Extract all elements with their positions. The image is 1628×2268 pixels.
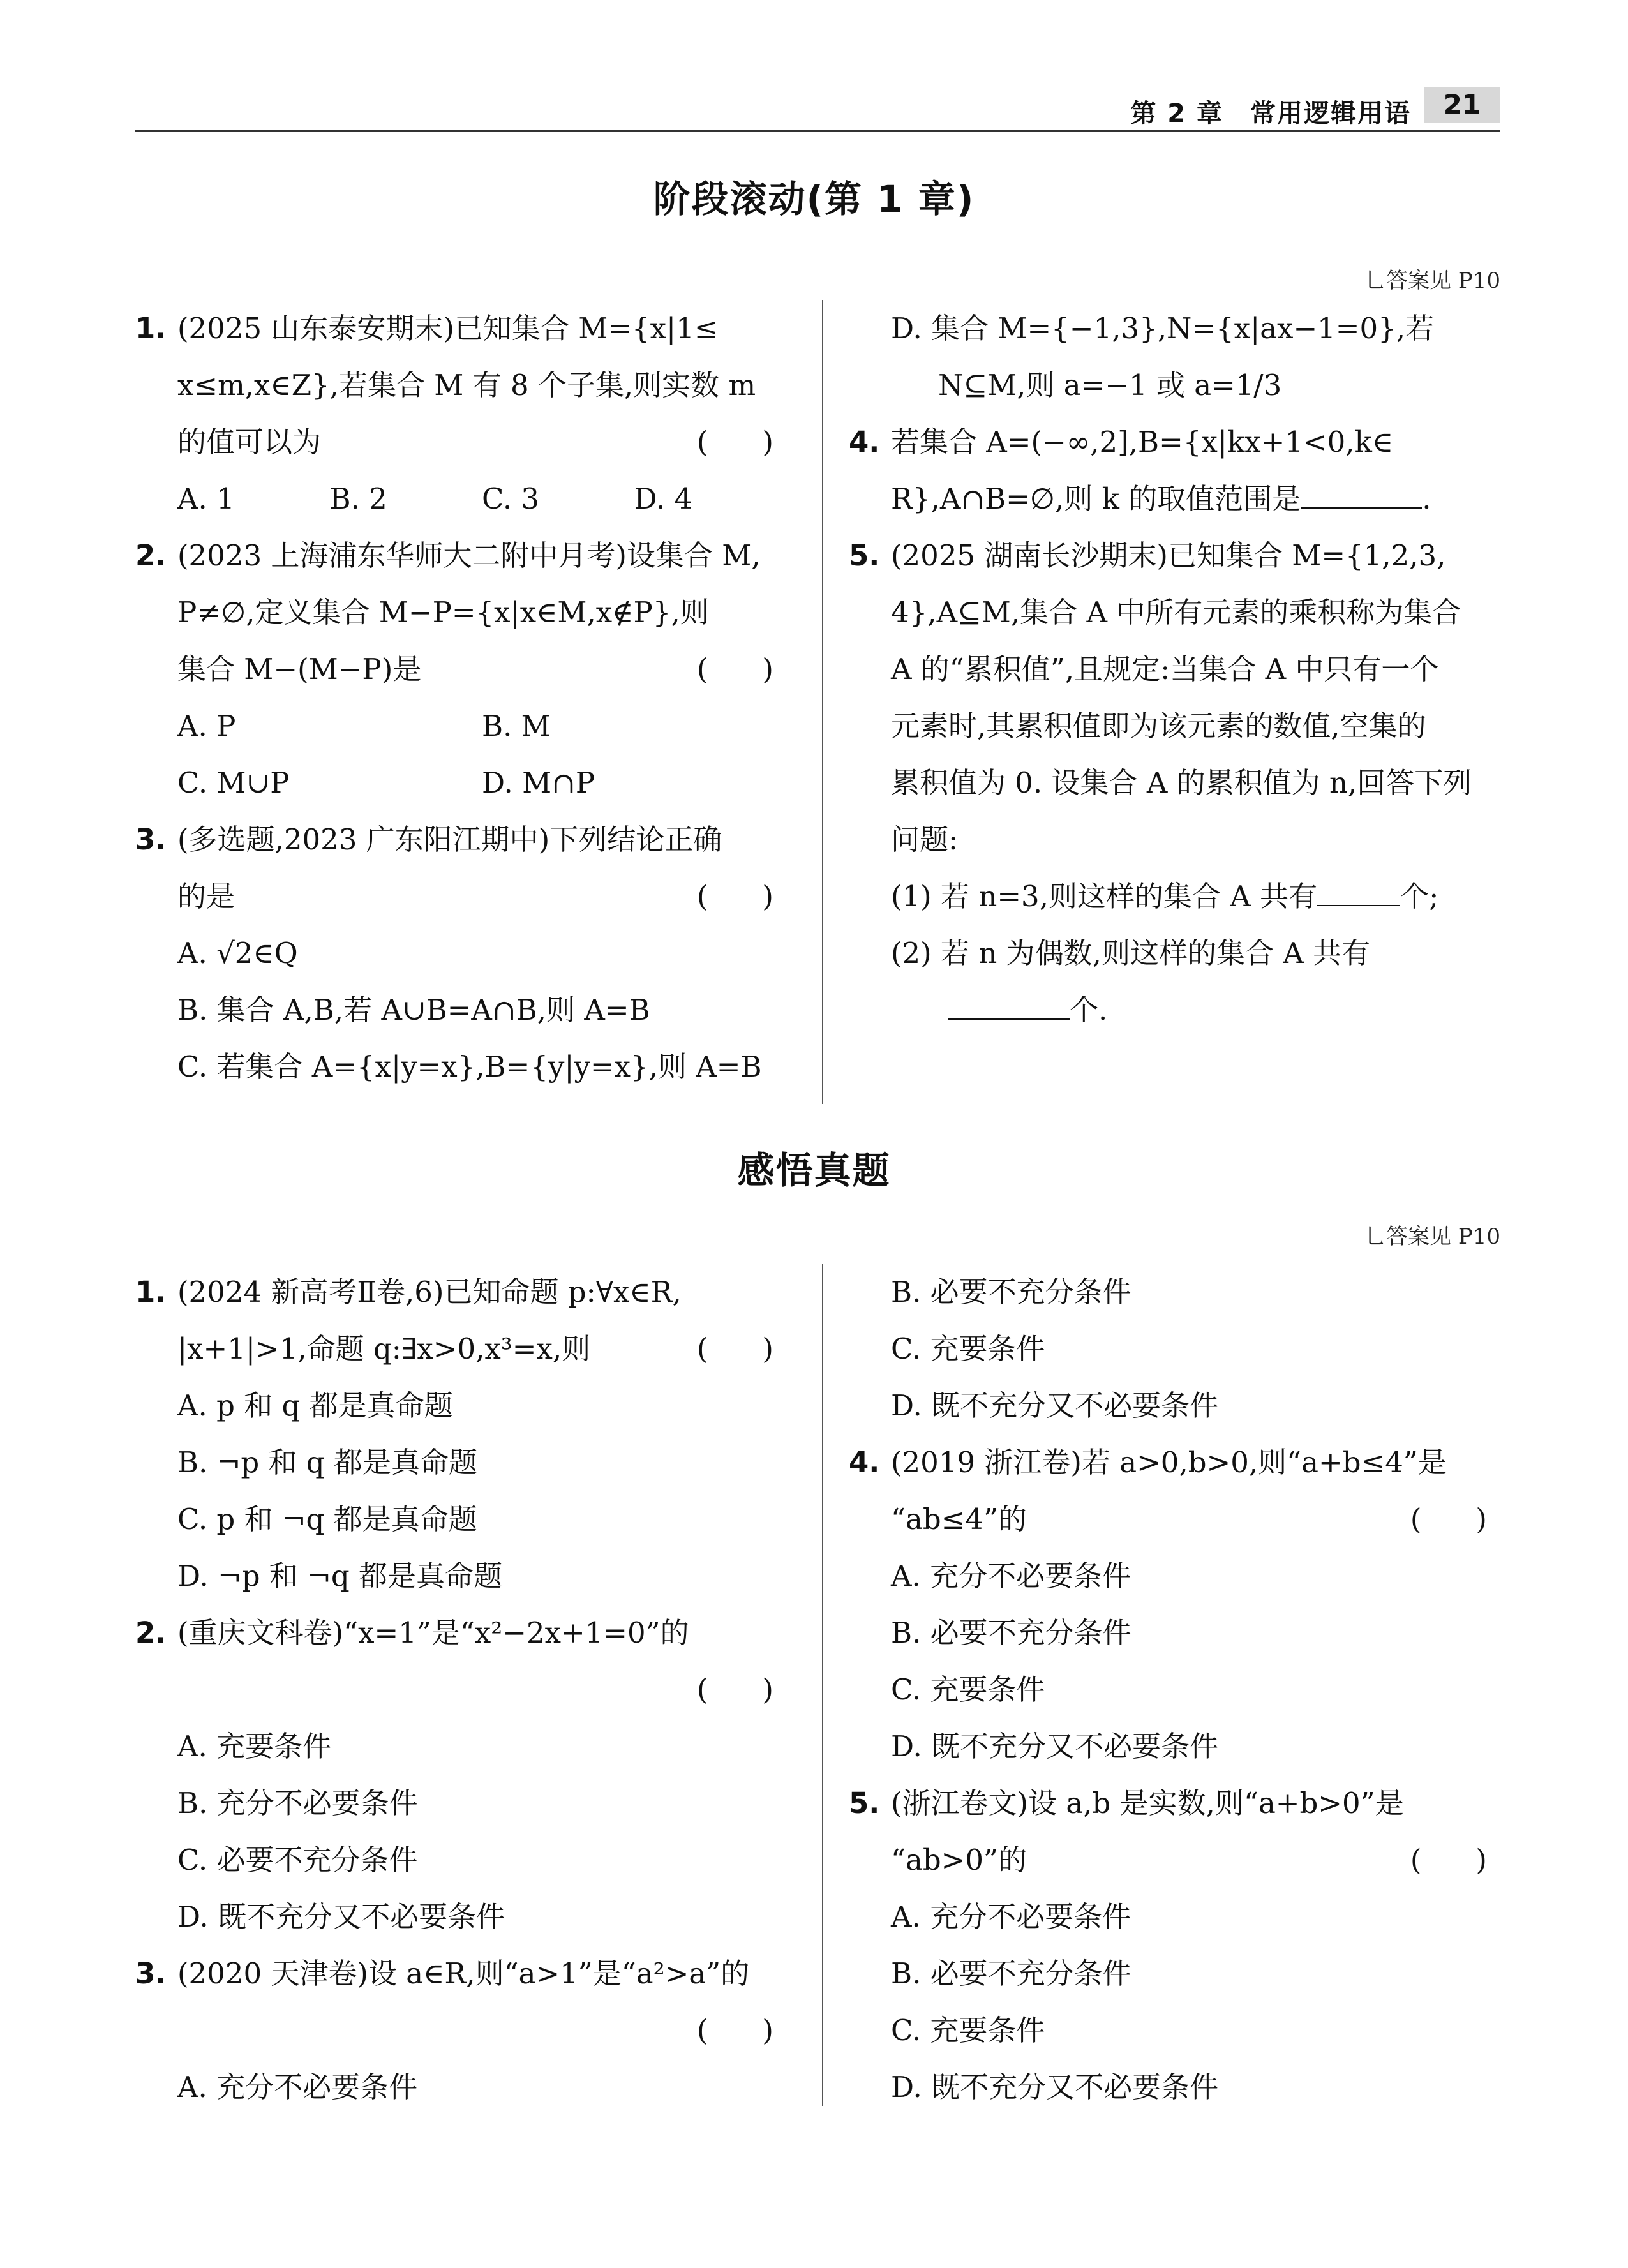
question-text: “ab≤4”的 bbox=[891, 1502, 1027, 1536]
option-a: A. P bbox=[177, 709, 236, 743]
answer-blank[interactable] bbox=[1301, 482, 1422, 509]
question-text: P≠∅,定义集合 M−P={x|x∈M,x∉P},则 bbox=[177, 595, 709, 629]
option-b: B. 必要不充分条件 bbox=[891, 1616, 1131, 1650]
section2-right-column bbox=[849, 1264, 1500, 2115]
option-a: A. 充分不必要条件 bbox=[177, 2070, 418, 2104]
page-number: 21 bbox=[1424, 87, 1500, 123]
question-text: 的值可以为 bbox=[177, 425, 322, 459]
question-text: (2024 新高考Ⅱ卷,6)已知命题 p:∀x∈R, bbox=[177, 1275, 682, 1309]
option-a: A. 充要条件 bbox=[177, 1729, 332, 1763]
answer-paren: ( ) bbox=[1410, 1502, 1500, 1536]
question-text: . bbox=[1422, 482, 1431, 516]
answer-paren: ( ) bbox=[696, 652, 786, 686]
question-number: 4. bbox=[849, 1445, 880, 1479]
option-a: A. 充分不必要条件 bbox=[891, 1559, 1131, 1593]
question-4 bbox=[849, 414, 1500, 527]
column-divider bbox=[822, 300, 823, 1104]
question-1 bbox=[135, 300, 786, 470]
option-a: A. √2∈Q bbox=[177, 936, 298, 970]
question-number: 5. bbox=[849, 1786, 880, 1820]
answer-reference: 乚答案见 P10 bbox=[1364, 268, 1500, 294]
subquestion-2: 个. bbox=[1070, 993, 1108, 1027]
question-number: 5. bbox=[849, 539, 880, 572]
question-text: R},A∩B=∅,则 k 的取值范围是 bbox=[891, 482, 1301, 516]
answer-blank[interactable] bbox=[948, 993, 1070, 1020]
options bbox=[135, 754, 786, 811]
question-number: 3. bbox=[135, 1957, 167, 1990]
answer-paren: ( ) bbox=[696, 425, 786, 459]
option-a: A. p 和 q 都是真命题 bbox=[177, 1389, 453, 1422]
option-b: B. 必要不充分条件 bbox=[891, 1957, 1131, 1990]
question-text: (浙江卷文)设 a,b 是实数,则“a+b>0”是 bbox=[891, 1786, 1404, 1820]
question-4 bbox=[849, 1434, 1500, 1548]
question-text: (多选题,2023 广东阳江期中)下列结论正确 bbox=[177, 823, 722, 856]
question-text: (重庆文科卷)“x=1”是“x²−2x+1=0”的 bbox=[177, 1616, 689, 1650]
question-text: (2025 湖南长沙期末)已知集合 M={1,2,3, bbox=[891, 539, 1446, 572]
section-title-real-exam: 感悟真题 bbox=[737, 1149, 891, 1192]
option-c: C. 充要条件 bbox=[891, 1673, 1045, 1706]
question-number: 3. bbox=[135, 823, 167, 856]
question-2 bbox=[135, 527, 786, 698]
question-text: (2023 上海浦东华师大二附中月考)设集合 M, bbox=[177, 539, 761, 572]
option-c: C. 3 bbox=[482, 482, 540, 516]
question-text: 4},A⊆M,集合 A 中所有元素的乘积称为集合 bbox=[891, 595, 1461, 629]
option-c: C. 必要不充分条件 bbox=[177, 1843, 418, 1877]
section-title-stage-review: 阶段滚动(第 1 章) bbox=[653, 177, 975, 221]
options bbox=[135, 470, 786, 527]
option-d: D. 既不充分又不必要条件 bbox=[891, 1389, 1219, 1422]
option-d: D. 既不充分又不必要条件 bbox=[177, 1900, 505, 1934]
column-divider bbox=[822, 1264, 823, 2106]
option-a: A. 1 bbox=[177, 482, 235, 516]
option-d-continued: N⊆M,则 a=−1 或 a=1/3 bbox=[938, 368, 1282, 402]
question-text: x≤m,x∈Z},若集合 M 有 8 个子集,则实数 m bbox=[177, 368, 756, 402]
question-5 bbox=[849, 1775, 1500, 1888]
subquestion-2: (2) 若 n 为偶数,则这样的集合 A 共有 bbox=[891, 936, 1371, 970]
section1-right-column bbox=[849, 300, 1500, 1038]
subquestion-1: 个; bbox=[1400, 879, 1439, 913]
question-number: 2. bbox=[135, 1616, 167, 1650]
question-number: 2. bbox=[135, 539, 167, 572]
option-b: B. 必要不充分条件 bbox=[891, 1275, 1131, 1309]
option-b: B. 2 bbox=[329, 482, 387, 516]
question-text: A 的“累积值”,且规定:当集合 A 中只有一个 bbox=[891, 652, 1439, 686]
option-d: D. M∩P bbox=[482, 766, 595, 800]
answer-paren: ( ) bbox=[1410, 1843, 1500, 1877]
page-header bbox=[135, 84, 1500, 132]
section1-left-column bbox=[135, 300, 786, 1095]
option-a: A. 充分不必要条件 bbox=[891, 1900, 1131, 1934]
option-d: D. 集合 M={−1,3},N={x|ax−1=0},若 bbox=[891, 311, 1435, 345]
question-1 bbox=[135, 1264, 786, 1377]
question-text: (2019 浙江卷)若 a>0,b>0,则“a+b≤4”是 bbox=[891, 1445, 1447, 1479]
question-text: 的是 bbox=[177, 879, 235, 913]
answer-paren: ( ) bbox=[696, 879, 786, 913]
option-d: D. 4 bbox=[634, 482, 693, 516]
option-c: C. 若集合 A={x|y=x},B={y|y=x},则 A=B bbox=[177, 1050, 762, 1084]
question-text: |x+1|>1,命题 q:∃x>0,x³=x,则 bbox=[177, 1332, 591, 1366]
option-d: D. 既不充分又不必要条件 bbox=[891, 2070, 1219, 2104]
question-text: 集合 M−(M−P)是 bbox=[177, 652, 422, 686]
question-text: 问题: bbox=[891, 823, 959, 856]
answer-paren: ( ) bbox=[696, 1332, 786, 1366]
question-3 bbox=[135, 1945, 786, 2059]
section2-left-column bbox=[135, 1264, 786, 2115]
question-number: 1. bbox=[135, 311, 167, 345]
question-3 bbox=[135, 811, 786, 925]
question-text: (2025 山东泰安期末)已知集合 M={x|1≤ bbox=[177, 311, 719, 345]
option-c: C. 充要条件 bbox=[891, 1332, 1045, 1366]
question-text: “ab>0”的 bbox=[891, 1843, 1027, 1877]
answer-paren: ( ) bbox=[696, 1673, 786, 1706]
answer-paren: ( ) bbox=[696, 2013, 786, 2047]
answer-blank[interactable] bbox=[1317, 879, 1400, 906]
subquestion-1: (1) 若 n=3,则这样的集合 A 共有 bbox=[891, 879, 1318, 913]
option-c: C. M∪P bbox=[177, 766, 290, 800]
option-b: B. 充分不必要条件 bbox=[177, 1786, 418, 1820]
option-c: C. 充要条件 bbox=[891, 2013, 1045, 2047]
chapter-title: 第 2 章 常用逻辑用语 bbox=[1130, 99, 1411, 128]
options bbox=[135, 698, 786, 754]
option-b: B. 集合 A,B,若 A∪B=A∩B,则 A=B bbox=[177, 993, 650, 1027]
question-text: 元素时,其累积值即为该元素的数值,空集的 bbox=[891, 709, 1426, 743]
question-number: 1. bbox=[135, 1275, 167, 1309]
option-b: B. M bbox=[482, 709, 551, 743]
question-text: 若集合 A=(−∞,2],B={x|kx+1<0,k∈ bbox=[891, 425, 1394, 459]
question-5 bbox=[849, 527, 1500, 1038]
question-number: 4. bbox=[849, 425, 880, 459]
question-2 bbox=[135, 1604, 786, 1718]
question-text: (2020 天津卷)设 a∈R,则“a>1”是“a²>a”的 bbox=[177, 1957, 750, 1990]
option-d: D. 既不充分又不必要条件 bbox=[891, 1729, 1219, 1763]
option-b: B. ¬p 和 q 都是真命题 bbox=[177, 1445, 477, 1479]
answer-reference: 乚答案见 P10 bbox=[1364, 1224, 1500, 1250]
question-text: 累积值为 0. 设集合 A 的累积值为 n,回答下列 bbox=[891, 766, 1472, 800]
option-d: D. ¬p 和 ¬q 都是真命题 bbox=[177, 1559, 503, 1593]
option-c: C. p 和 ¬q 都是真命题 bbox=[177, 1502, 477, 1536]
